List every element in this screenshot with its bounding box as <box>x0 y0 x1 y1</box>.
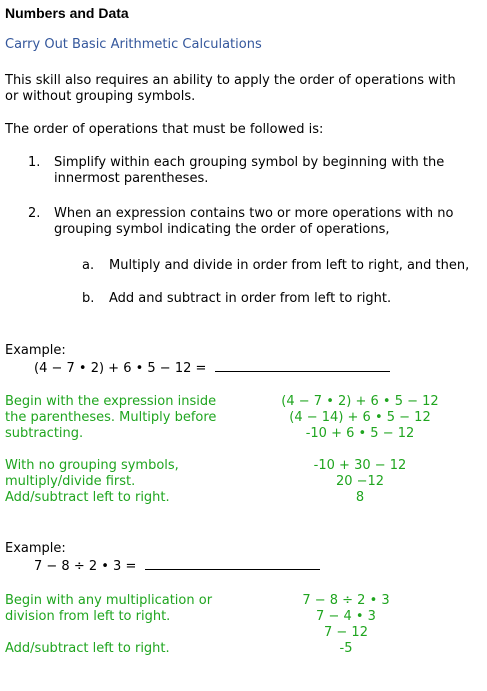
example-1-step-4: -10 + 30 − 12 <box>313 458 407 473</box>
example-1-note-2-line-2: multiply/divide first. <box>5 474 136 489</box>
example-1-problem <box>34 359 390 377</box>
order-lead: The order of operations that must be followed is: <box>5 122 324 137</box>
example-1-label: Example: <box>5 343 66 358</box>
intro-line-2: or without grouping symbols. <box>5 89 196 104</box>
step-1-line-2: innermost parentheses. <box>54 171 209 186</box>
example-1-note-2-line-1: With no grouping symbols, <box>5 458 179 473</box>
example-2-step-1: 7 − 8 ÷ 2 • 3 <box>302 593 390 608</box>
example-2-step-2: 7 − 4 • 3 <box>316 609 376 624</box>
step-2-line-2: grouping symbol indicating the order of operations, <box>54 222 390 237</box>
example-2-note-1-line-1: Begin with any multiplication or <box>5 593 213 608</box>
intro-line-1: This skill also requires an ability to apply the order of operations with <box>5 73 456 88</box>
example-2-note-1-line-2: division from left to right. <box>5 609 171 624</box>
example-1-note-2-line-3: Add/subtract left to right. <box>5 490 170 505</box>
substep-b-text: Add and subtract in order from left to right. <box>109 291 392 306</box>
example-2-problem <box>34 557 320 575</box>
example-2-expression: 7 − 8 ÷ 2 • 3 = <box>34 559 137 574</box>
substep-a-text: Multiply and divide in order from left to right, and then, <box>109 258 470 273</box>
answer-blank <box>215 359 390 372</box>
example-1-step-1: (4 − 7 • 2) + 6 • 5 − 12 <box>281 394 439 409</box>
example-2-answer: -5 <box>339 641 353 656</box>
example-1-step-2: (4 − 14) + 6 • 5 − 12 <box>289 410 431 425</box>
example-1-step-3: -10 + 6 • 5 − 12 <box>305 426 415 441</box>
step-1-number: 1. <box>28 155 41 170</box>
answer-blank <box>145 557 320 570</box>
example-2-step-3: 7 − 12 <box>324 625 368 640</box>
page-title: Numbers and Data <box>5 5 129 21</box>
section-subtitle: Carry Out Basic Arithmetic Calculations <box>5 37 262 52</box>
example-1-note-1-line-3: subtracting. <box>5 426 84 441</box>
example-1-note-1-line-2: the parentheses. Multiply before <box>5 410 217 425</box>
step-1-line-1: Simplify within each grouping symbol by beginning with the <box>54 155 445 170</box>
substep-b-label: b. <box>82 291 95 306</box>
example-2-note-2: Add/subtract left to right. <box>5 641 170 656</box>
example-1-note-1-line-1: Begin with the expression inside <box>5 394 217 409</box>
step-2-number: 2. <box>28 206 41 221</box>
example-2-label: Example: <box>5 541 66 556</box>
substep-a-label: a. <box>82 258 95 273</box>
step-2-line-1: When an expression contains two or more operations with no <box>54 206 454 221</box>
example-1-answer: 8 <box>355 490 365 505</box>
example-1-expression: (4 − 7 • 2) + 6 • 5 − 12 = <box>34 361 207 376</box>
example-1-step-5: 20 −12 <box>335 474 385 489</box>
